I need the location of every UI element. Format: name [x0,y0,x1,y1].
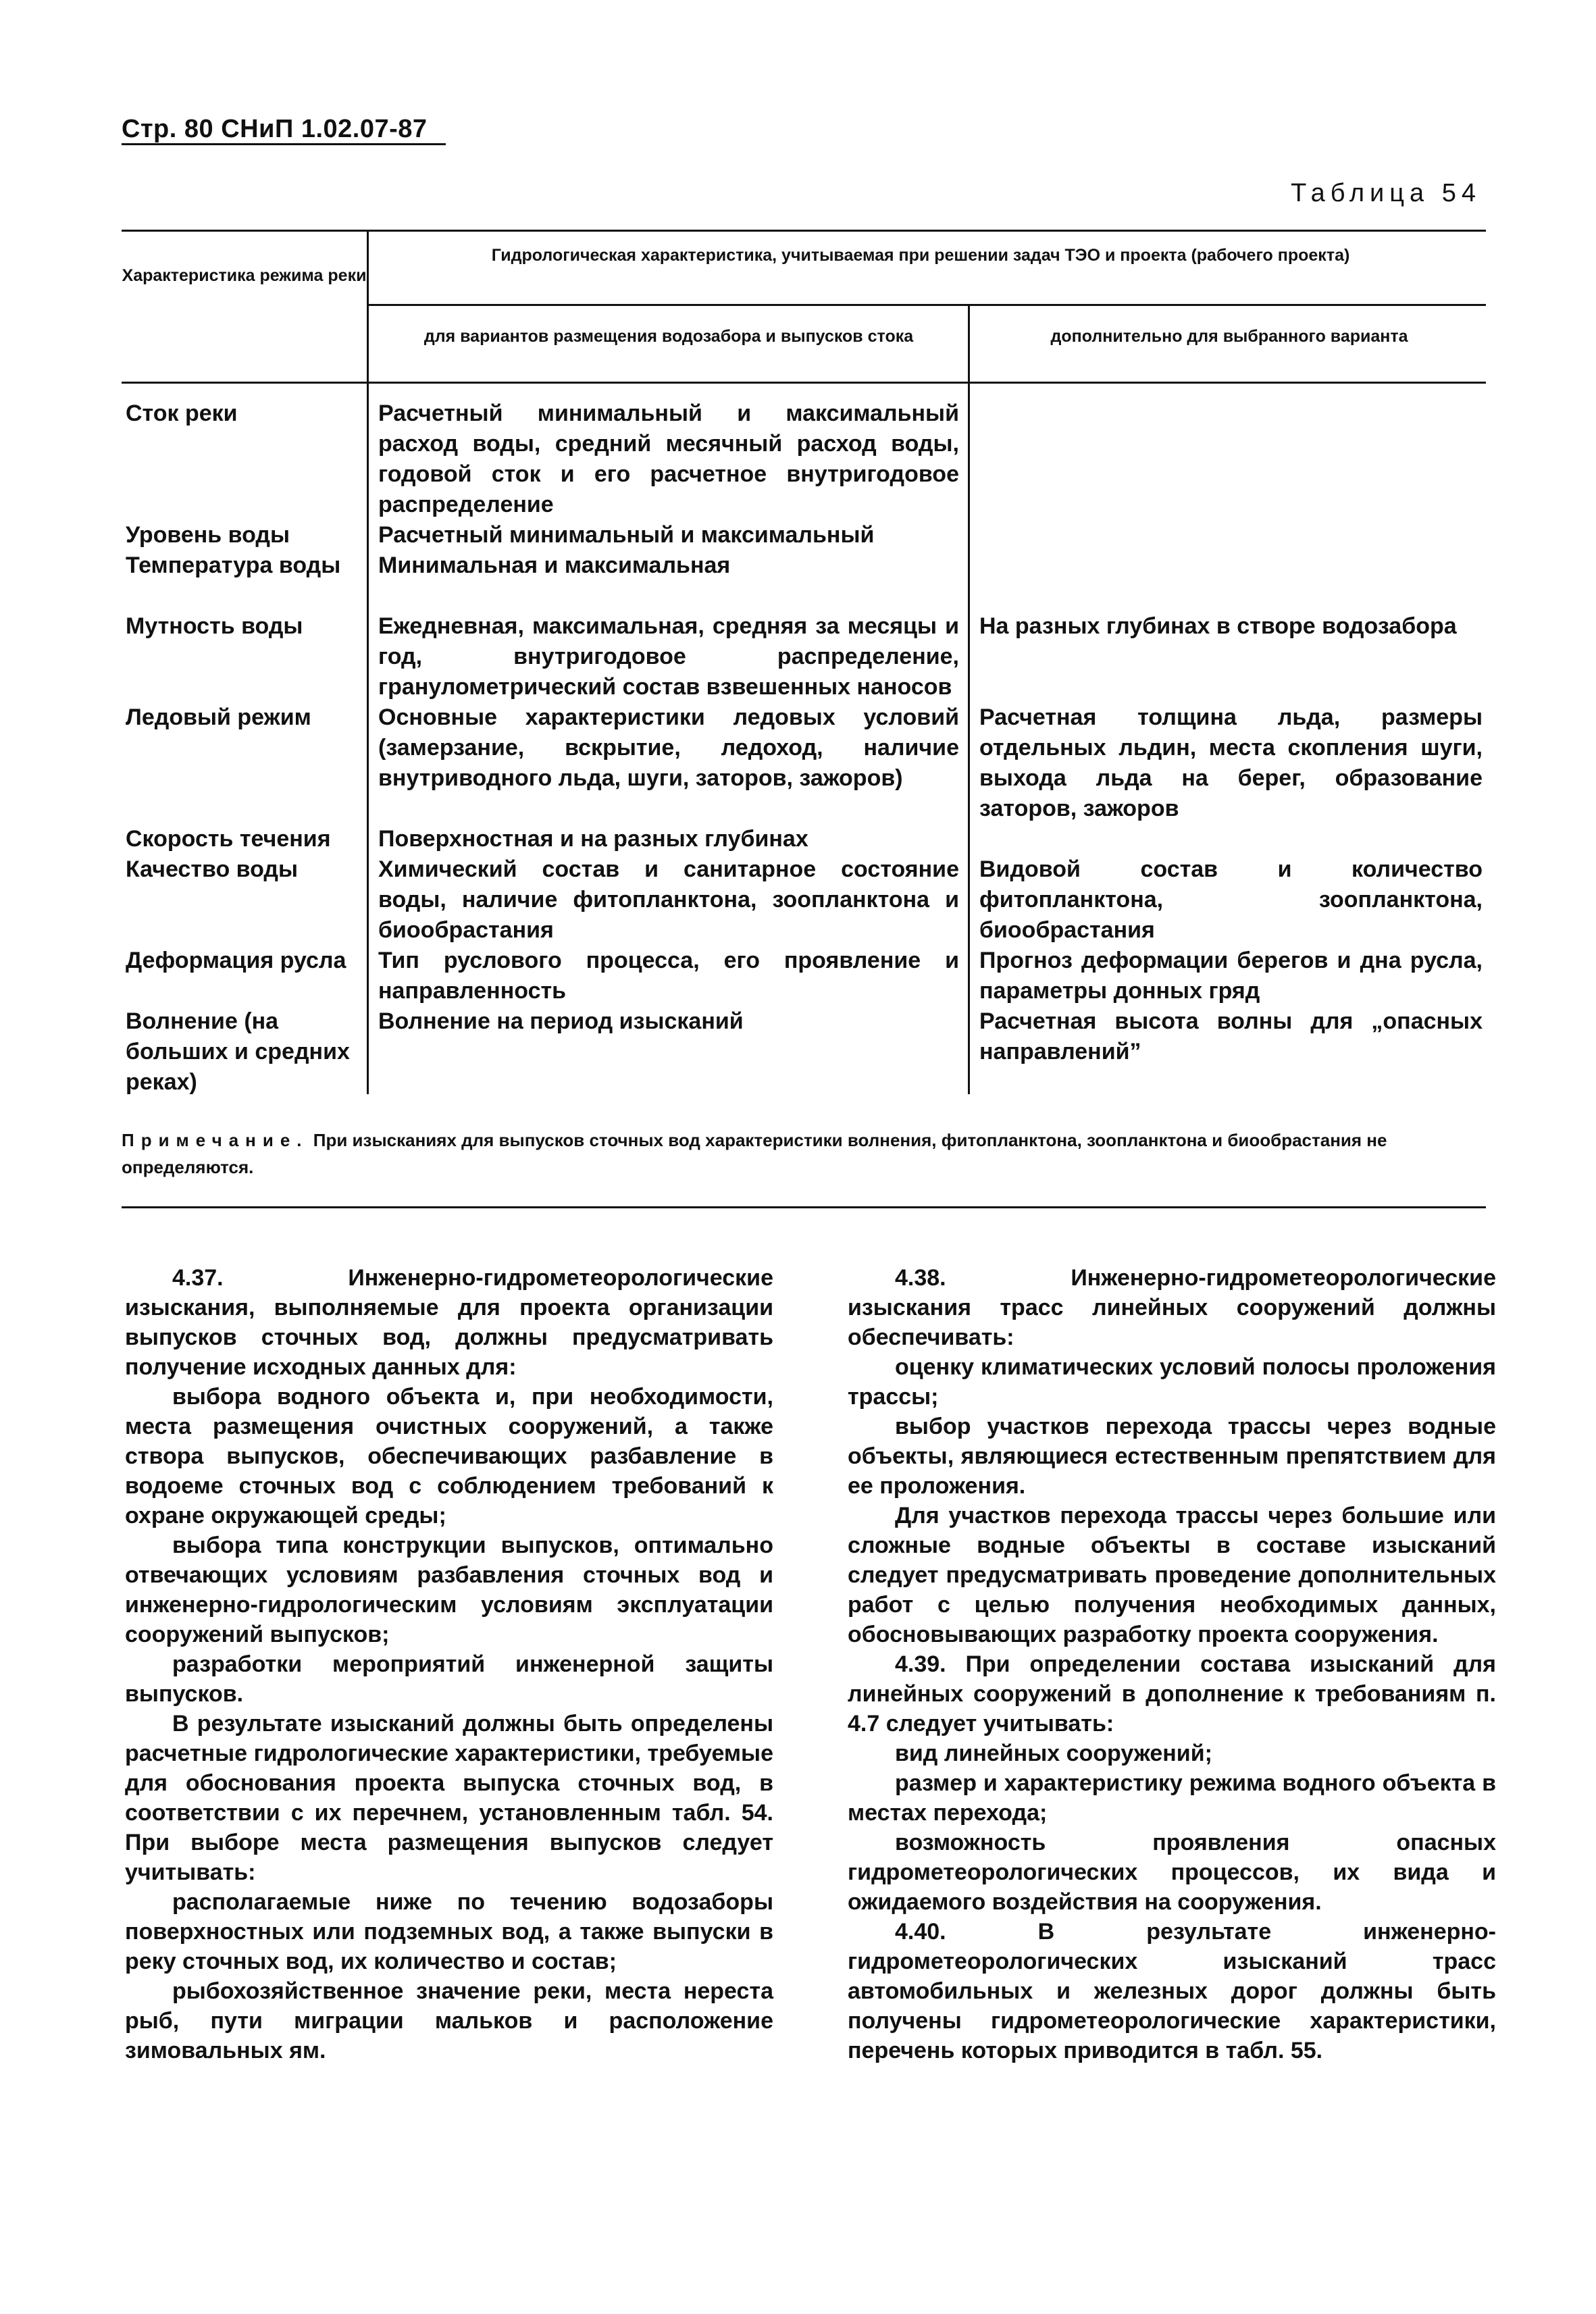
row-value-stok: Расчетный минимальный и максимальный расход воды, средний месячный расход воды, годовой сток и его расчетное внутригодовое распределение [378,401,959,517]
row-value-kachestvo: Химический состав и санитарное состояние воды, наличие фитопланктона, зоопланктона и биообрастания [378,856,959,943]
header-bottom-rule [122,382,1486,384]
paragraph: Для участков перехода трассы через большие или сложные водные объекты в составе изысканий следует предусматривать проведение дополнительных работ с целью получения необходимых данных, обосновывающих разработку проекта сооружения. [848,1503,1496,1647]
row-extra-mutnost: На разных глубинах в створе водозабора [979,613,1457,639]
row-value-mutnost: Ежедневная, максимальная, средняя за месяцы и год, внутригодовое распределение, гранулометрический состав взвешенных наносов [378,613,959,700]
row-label-ledovyj: Ледовый режим [126,704,311,730]
row-value-uroven: Расчетный минимальный и максимальный [378,522,875,548]
row-extra-volnenie: Расчетная высота волны для „опасных направлений” [979,1008,1483,1064]
paragraph: выбор участков перехода трассы через водные объекты, являющиеся естественным препятствием для ее проложения. [848,1414,1496,1499]
row-value-temperatura: Минимальная и максимальная [378,552,731,578]
row-label-temperatura: Температура воды [126,552,341,578]
paragraph-4-39: 4.39. При определении состава изысканий для линейных сооружений в дополнение к требованиям п. 4.7 следует учитывать: [848,1651,1496,1737]
paragraph: оценку климатических условий полосы проложения трассы; [848,1354,1496,1410]
row-value-deformaciya: Тип руслового процесса, его проявление и направленность [378,948,959,1004]
note-label: Примечание. [122,1130,309,1150]
header-group-rule [367,304,1486,306]
row-value-skorost: Поверхностная и на разных глубинах [378,826,808,852]
paragraph: размер и характеристику режима водного объекта в местах перехода; [848,1770,1496,1826]
column-divider-2 [968,304,970,1094]
note-text: При изысканиях для выпусков сточных вод характеристики волнения, фитопланктона, зоопланктона и биообрастания не определяются. [122,1130,1387,1177]
col-header-characteristic: Характеристика режима реки [122,266,367,285]
col-header-variants: для вариантов размещения водозабора и выпусков стока [423,327,914,346]
row-label-kachestvo: Качество воды [126,856,299,882]
paragraph-4-38: 4.38. Инженерно-гидрометеорологические изыскания трасс линейных сооружений должны обеспечивать: [848,1265,1496,1350]
right-text-column [848,1263,1496,2065]
col-header-additional: дополнительно для выбранного варианта [1050,327,1408,346]
row-extra-ledovyj: Расчетная толщина льда, размеры отдельных льдин, места скопления шуги, выхода льда на берег, образование заторов, зажоров [979,704,1483,821]
paragraph: разработки мероприятий инженерной защиты выпусков. [125,1651,773,1707]
row-label-deformaciya: Деформация русла [126,948,346,973]
column-divider-1 [367,230,369,1094]
paragraph: располагаемые ниже по течению водозаборы поверхностных или подземных вод, а также выпуски в реку сточных вод, их количество и состав; [125,1889,773,1974]
row-extra-deformaciya: Прогноз деформации берегов и дна русла, параметры донных гряд [979,948,1483,1004]
row-extra-kachestvo: Видовой состав и количество фитопланктона, зоопланктона, биообрастания [979,856,1483,943]
row-label-stok: Сток реки [126,401,238,426]
paragraph: вид линейных сооружений; [895,1741,1212,1766]
table-note [122,1127,1486,1181]
paragraph: выбора водного объекта и, при необходимости, места размещения очистных сооружений, а также створа выпусков, обеспечивающих разбавление в водоеме сточных вод с соблюдением требований к охране окружающей среды; [125,1384,773,1528]
paragraph-4-40: 4.40. В результате инженерно-гидрометеорологических изысканий трасс автомобильных и железных дорог должны быть получены гидрометеорологические характеристики, перечень которых приводится в табл. 55. [848,1919,1496,2063]
paragraph: возможность проявления опасных гидрометеорологических процессов, их вида и ожидаемого воздействия на сооружения. [848,1830,1496,1915]
section-divider [122,1206,1486,1208]
row-value-ledovyj: Основные характеристики ледовых условий (замерзание, вскрытие, ледоход, наличие внутриводного льда, шуги, заторов, зажоров) [378,704,959,791]
row-value-volnenie: Волнение на период изысканий [378,1008,744,1034]
col-header-group: Гидрологическая характеристика, учитываемая при решении задач ТЭО и проекта (рабочего проекта) [491,246,1350,265]
table-number: Таблица 54 [1291,179,1481,207]
paragraph: выбора типа конструкции выпусков, оптимально отвечающих условиям разбавления сточных вод и инженерно-гидрологическим условиям эксплуатации сооружений выпусков; [125,1533,773,1647]
row-label-mutnost: Мутность воды [126,613,303,639]
row-label-volnenie: Волнение (на больших и средних реках) [126,1008,350,1095]
table-top-rule [122,230,1486,232]
paragraph: В результате изысканий должны быть определены расчетные гидрологические характеристики, требуемые для обоснования проекта выпуска сточных вод, в соответствии с их перечнем, установленным табл. 54. При выборе места размещения выпусков следует учитывать: [125,1711,773,1885]
paragraph: рыбохозяйственное значение реки, места нереста рыб, пути миграции мальков и расположение зимовальных ям. [125,1978,773,2063]
paragraph-4-37: 4.37. Инженерно-гидрометеорологические изыскания, выполняемые для проекта организации выпусков сточных вод, должны предусматривать получение исходных данных для: [125,1265,773,1380]
row-label-skorost: Скорость течения [126,826,331,852]
page-header: Стр. 80 СНиП 1.02.07-87 [122,115,428,143]
header-underline [122,143,446,145]
row-label-uroven: Уровень воды [126,522,290,548]
left-text-column [125,1263,773,2065]
